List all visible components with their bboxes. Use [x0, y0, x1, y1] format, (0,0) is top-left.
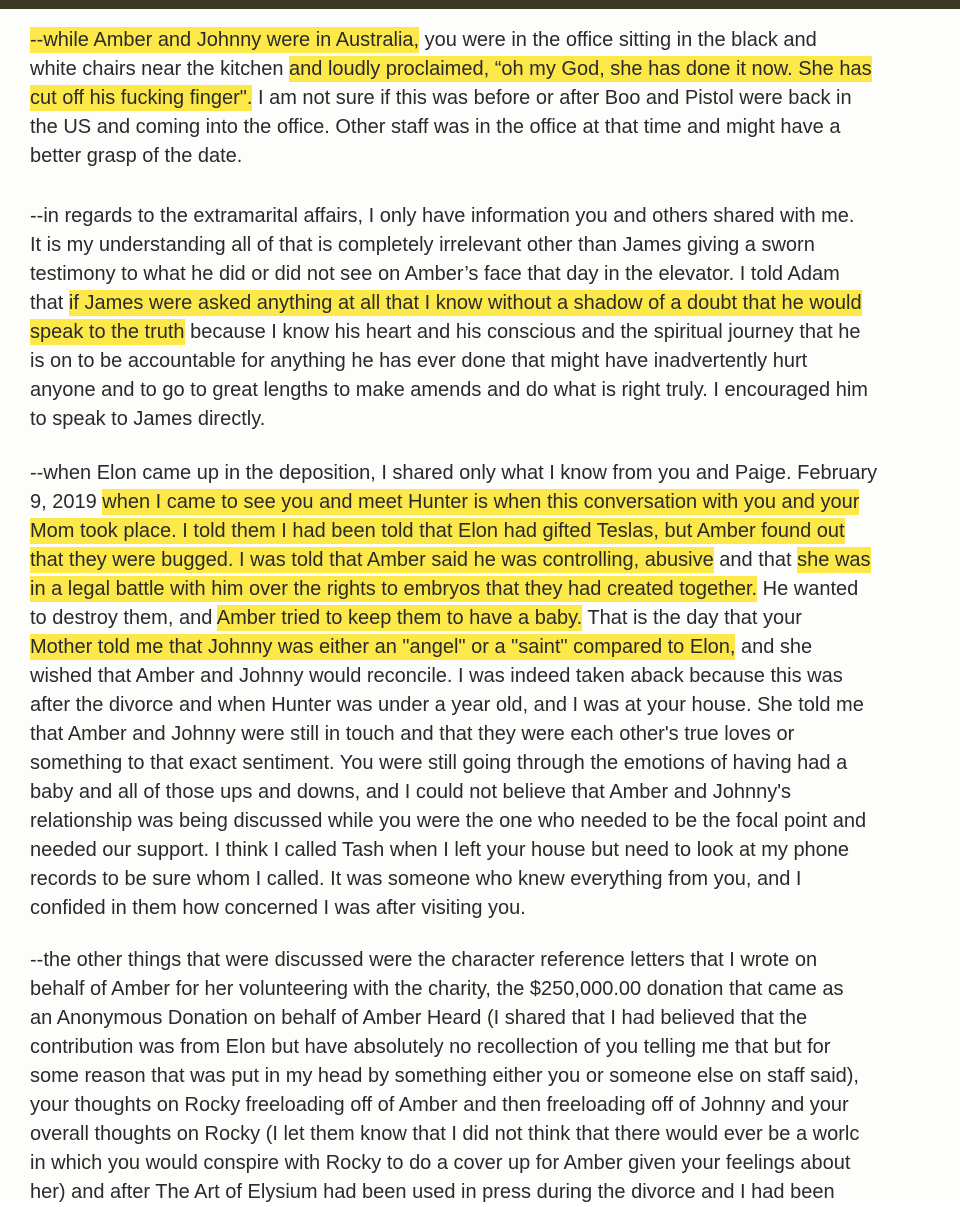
highlighted-text: in a legal battle with him over the rights to embryos that they had created together.: [30, 578, 758, 600]
text-line: [30, 633, 945, 662]
highlighted-text: --while Amber and Johnny were in Australia,: [30, 29, 420, 51]
top-dark-bar: [0, 0, 960, 9]
text-segment: contribution was from Elon but have absolutely no recollection of you telling me that but for: [30, 1036, 831, 1058]
text-segment: that: [30, 292, 69, 314]
text-line: [30, 26, 945, 55]
text-segment: records to be sure whom I called. It was someone who knew everything from you, and I: [30, 868, 802, 890]
text-line: [30, 807, 945, 836]
highlighted-text: speak to the truth: [30, 321, 185, 343]
highlighted-text: and loudly proclaimed, “oh my God, she has done it now. She has: [289, 58, 872, 80]
text-segment: 9, 2019: [30, 491, 103, 513]
document-page: [0, 9, 960, 1203]
highlighted-text: Mother told me that Johnny was either an "angel" or a "saint" compared to Elon,: [30, 636, 736, 658]
text-line: [30, 318, 945, 347]
text-line: [30, 459, 945, 488]
text-segment: --when Elon came up in the deposition, I shared only what I know from you and Paige. February: [30, 462, 878, 484]
text-line: [30, 376, 945, 405]
highlighted-text: when I came to see you and meet Hunter is when this conversation with you and your: [102, 491, 860, 513]
highlighted-text: she was: [797, 549, 871, 571]
text-line: [30, 1149, 945, 1178]
text-line: [30, 749, 945, 778]
text-segment: testimony to what he did or did not see on Amber’s face that day in the elevator. I told Adam: [30, 263, 840, 285]
text-line: [30, 231, 945, 260]
text-segment: you were in the office sitting in the black and: [419, 29, 817, 51]
paragraph-australia: [30, 26, 945, 171]
paragraph-elon-deposition: [30, 459, 945, 923]
text-line: [30, 1178, 945, 1207]
highlighted-text: that they were bugged. I was told that Amber said he was controlling, abusive: [30, 549, 714, 571]
text-line: [30, 488, 945, 517]
text-line: [30, 260, 945, 289]
text-segment: that Amber and Johnny were still in touch and that they were each other's true loves or: [30, 723, 795, 745]
text-segment: relationship was being discussed while you were the one who needed to be the focal point and: [30, 810, 867, 832]
text-segment: needed our support. I think I called Tash when I left your house but need to look at my phone: [30, 839, 850, 861]
text-segment: and she: [735, 636, 813, 658]
text-line: [30, 691, 945, 720]
highlighted-text: Amber tried to keep them to have a baby.: [216, 607, 583, 629]
highlighted-text: cut off his fucking finger".: [30, 87, 253, 109]
text-segment: because I know his heart and his conscious and the spiritual journey that he: [184, 321, 861, 343]
text-line: [30, 975, 945, 1004]
text-line: [30, 1004, 945, 1033]
text-segment: --the other things that were discussed were the character reference letters that I wrote on: [30, 949, 818, 971]
text-segment: white chairs near the kitchen: [30, 58, 290, 80]
text-line: [30, 865, 945, 894]
text-line: [30, 836, 945, 865]
text-line: [30, 662, 945, 691]
text-line: [30, 778, 945, 807]
text-segment: an Anonymous Donation on behalf of Amber Heard (I shared that I had believed that the: [30, 1007, 808, 1029]
text-line: [30, 113, 945, 142]
text-line: [30, 720, 945, 749]
highlighted-text: if James were asked anything at all that I know without a shadow of a doubt that he would: [68, 292, 862, 314]
text-segment: behalf of Amber for her volunteering with the charity, the $250,000.00 donation that came as: [30, 978, 844, 1000]
text-segment: the US and coming into the office. Other staff was in the office at that time and might have a: [30, 116, 841, 138]
text-segment: and that: [713, 549, 798, 571]
text-line: [30, 1120, 945, 1149]
text-segment: better grasp of the date.: [30, 145, 243, 167]
text-segment: after the divorce and when Hunter was under a year old, and I was at your house. She told me: [30, 694, 864, 716]
text-segment: to speak to James directly.: [30, 408, 266, 430]
text-segment: is on to be accountable for anything he has ever done that might have inadvertently hurt: [30, 350, 808, 372]
text-line: [30, 289, 945, 318]
highlighted-text: Mom took place. I told them I had been told that Elon had gifted Teslas, but Amber found out: [30, 520, 845, 542]
text-segment: That is the day that your: [582, 607, 802, 629]
text-line: [30, 575, 945, 604]
text-line: [30, 84, 945, 113]
text-line: [30, 405, 945, 434]
text-line: [30, 894, 945, 923]
text-line: [30, 202, 945, 231]
text-line: [30, 517, 945, 546]
text-segment: overall thoughts on Rocky (I let them know that I did not think that there would ever be a worlc: [30, 1123, 860, 1145]
text-segment: wished that Amber and Johnny would reconcile. I was indeed taken aback because this was: [30, 665, 843, 687]
text-segment: confided in them how concerned I was after visiting you.: [30, 897, 526, 919]
text-segment: I am not sure if this was before or after Boo and Pistol were back in: [252, 87, 852, 109]
text-line: [30, 946, 945, 975]
text-line: [30, 1062, 945, 1091]
text-line: [30, 347, 945, 376]
paragraph-extramarital-affairs: [30, 202, 945, 434]
text-segment: to destroy them, and: [30, 607, 217, 629]
text-segment: anyone and to go to great lengths to make amends and do what is right truly. I encouraged him: [30, 379, 868, 401]
text-segment: her) and after The Art of Elysium had been used in press during the divorce and I had been: [30, 1181, 835, 1203]
text-segment: baby and all of those ups and downs, and I could not believe that Amber and Johnny's: [30, 781, 792, 803]
text-segment: It is my understanding all of that is completely irrelevant other than James giving a sworn: [30, 234, 815, 256]
text-line: [30, 604, 945, 633]
text-segment: He wanted: [757, 578, 859, 600]
text-segment: in which you would conspire with Rocky to do a cover up for Amber given your feelings about: [30, 1152, 851, 1174]
text-line: [30, 1033, 945, 1062]
text-segment: some reason that was put in my head by something either you or someone else on staff said),: [30, 1065, 859, 1087]
text-segment: --in regards to the extramarital affairs, I only have information you and others shared with me.: [30, 205, 855, 227]
text-line: [30, 1091, 945, 1120]
text-segment: your thoughts on Rocky freeloading off of Amber and then freeloading off of Johnny and your: [30, 1094, 849, 1116]
text-line: [30, 55, 945, 84]
text-segment: something to that exact sentiment. You were still going through the emotions of having had a: [30, 752, 848, 774]
text-line: [30, 546, 945, 575]
paragraph-other-things-discussed: [30, 946, 945, 1207]
text-line: [30, 142, 945, 171]
